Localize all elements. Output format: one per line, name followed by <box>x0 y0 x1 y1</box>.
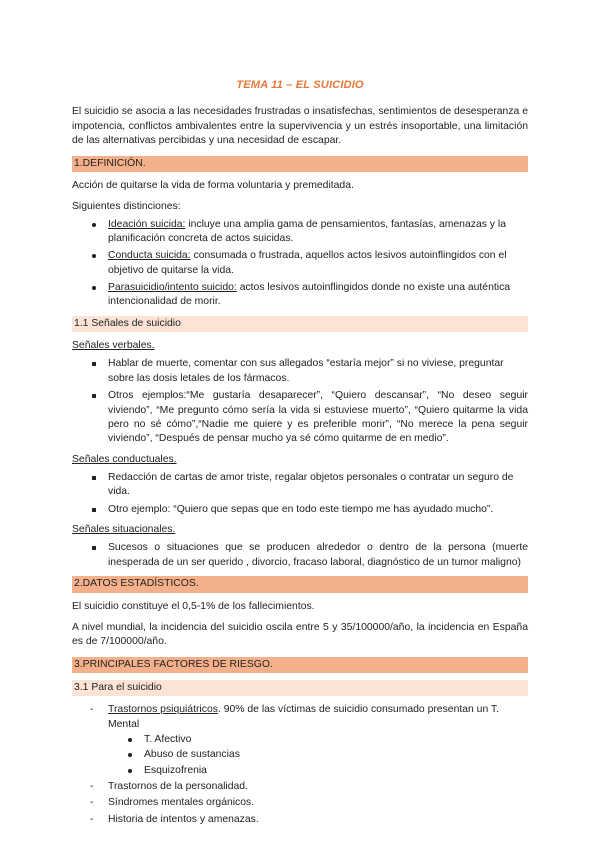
distinctions-list <box>72 218 528 310</box>
list-item-text: Historia de intentos y amenazas. <box>108 813 259 825</box>
square-bullet-icon <box>92 394 96 398</box>
list-item <box>72 503 528 517</box>
list-item-text: Redacción de cartas de amor triste, regalar objetos personales o contratar un seguro de vida. <box>108 472 514 498</box>
list-item <box>72 796 528 810</box>
list-item-text: Hablar de muerte, comentar con sus allegados “estaría mejor” si no viviese, preguntar sobre las dosis letales de los fármacos. <box>108 358 504 384</box>
term: Parasuicidio/intento suicido: <box>108 282 237 294</box>
distinctions-lead: Siguientes distinciones: <box>72 201 181 213</box>
stats-paragraph-2: A nivel mundial, la incidencia del suicidio oscila entre 5 y 35/100000/año, la incidencia en España es de 7/100000/año. <box>72 621 528 648</box>
square-bullet-icon <box>92 508 96 512</box>
stats-paragraph-1: El suicidio constituye el 0,5-1% de los fallecimientos. <box>72 600 315 612</box>
situational-signs-list <box>72 541 528 570</box>
dash-bullet: - <box>90 704 94 716</box>
document-body <box>72 78 528 829</box>
square-bullet-icon <box>92 546 96 550</box>
list-item-text: Abuso de sustancias <box>144 749 240 761</box>
bullet-icon <box>128 738 132 742</box>
section-heading-definicion: 1.DEFINICIÓN. <box>72 156 528 172</box>
term: Trastornos psiquiátricos <box>108 704 218 716</box>
term-description: incluye una amplia gama de pensamientos, fantasías, amenazas y la planificación concreta de actos suicidas. <box>108 218 506 244</box>
square-bullet-icon <box>92 476 96 480</box>
definition-text: Acción de quitarse la vida de forma voluntaria y premeditada. <box>72 179 354 191</box>
term: Conducta suicida: <box>108 250 191 262</box>
section-heading-factores: 3.PRINCIPALES FACTORES DE RIESGO. <box>72 657 528 673</box>
list-item-text: Esquizofrenia <box>144 764 207 776</box>
page-title: TEMA 11 – EL SUICIDIO <box>236 79 364 91</box>
bullet-icon <box>128 769 132 773</box>
list-item <box>108 748 528 762</box>
list-item <box>72 541 528 570</box>
bullet-icon <box>92 286 96 290</box>
list-item <box>72 389 528 446</box>
dash-bullet: - <box>90 797 94 809</box>
list-item-text: T. Afectivo <box>144 734 192 746</box>
term-description: consumada o frustrada, aquellos actos lesivos autoinflingidos con el objetivo de quitarse la vida. <box>108 250 507 276</box>
list-item <box>72 471 528 500</box>
dash-bullet: - <box>90 813 94 825</box>
intro-paragraph: El suicidio se asocia a las necesidades frustradas o insatisfechas, sentimientos de desesperanza e impotencia, conflictos ambivalentes entre la supervivencia y un estrés insoportable, una limitación de las alternativas percibidas y una necesidad de escapar. <box>72 106 528 147</box>
term-description: . 90% de las víctimas de suicidio consumado presentan un T. Mental <box>108 704 500 730</box>
term: Ideación suicida: <box>108 218 186 230</box>
bullet-icon <box>128 753 132 757</box>
verbal-signs-heading: Señales verbales. <box>72 340 155 352</box>
disorders-sublist <box>108 733 528 778</box>
dash-bullet: - <box>90 781 94 793</box>
list-item-text: Otro ejemplo: “Quiero que sepas que en todo este tiempo me has ayudado mucho”. <box>108 503 494 515</box>
subsection-heading-senales: 1.1 Señales de suicidio <box>72 316 528 332</box>
list-item <box>72 357 528 386</box>
subsection-heading-para-suicidio: 3.1 Para el suicidio <box>72 680 528 696</box>
list-item <box>72 813 528 827</box>
term-description: actos lesivos autoinflingidos donde no existe una auténtica intencionalidad de morir. <box>108 282 511 308</box>
list-item-text: Síndromes mentales orgánicos. <box>108 797 255 809</box>
list-item <box>72 780 528 794</box>
list-item-text: Otros ejemplos:“Me gustaría desaparecer”, “Quiero descansar”, “No deseo seguir viviendo”, “Me pregunto cómo sería la vida si estuviese muerto”, “Quiero quitarme la vida pero no sé cómo”,“Nadie me quiere y es preferible morir”, “No merece la pena seguir viviendo”, “Después de pensar mucho ya sé cómo quitarme de en medio”. <box>108 390 528 445</box>
list-item <box>108 764 528 778</box>
list-item <box>72 218 528 247</box>
conduct-signs-list <box>72 471 528 517</box>
list-item <box>72 703 528 778</box>
square-bullet-icon <box>92 362 96 366</box>
section-heading-datos: 2.DATOS ESTADÍSTICOS. <box>72 576 528 592</box>
list-item-text: Trastornos de la personalidad. <box>108 781 248 793</box>
situational-signs-heading: Señales situacionales. <box>72 524 176 536</box>
list-item <box>108 733 528 747</box>
bullet-icon <box>92 254 96 258</box>
verbal-signs-list <box>72 357 528 446</box>
conduct-signs-heading: Señales conductuales. <box>72 453 177 465</box>
bullet-icon <box>92 223 96 227</box>
list-item <box>72 281 528 310</box>
list-item <box>72 249 528 278</box>
list-item-text: Sucesos o situaciones que se producen alrededor o dentro de la persona (muerte inesperada de un ser querido , divorcio, fracaso laboral, diagnóstico de un tumor maligno) <box>108 542 528 568</box>
risk-factors-list <box>72 703 528 827</box>
